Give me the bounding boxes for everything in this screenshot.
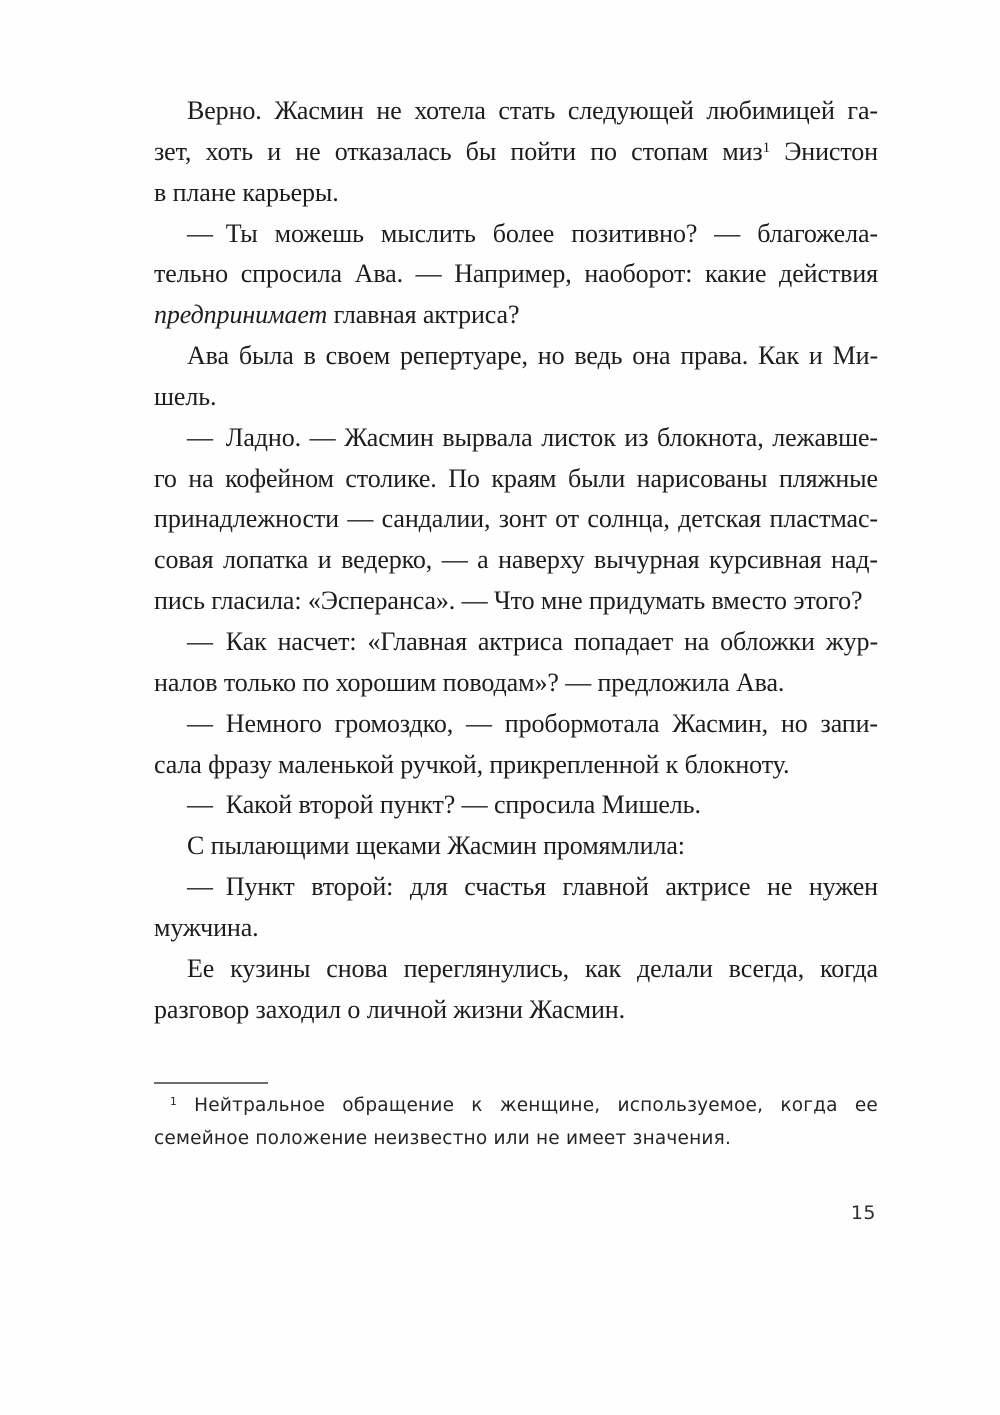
footnote-line xyxy=(154,1090,878,1123)
text-line: — Ты можешь мыслить более позитивно? — благожела- xyxy=(187,218,878,248)
text-line: — Немного громоздко, — пробормотала Жасмин, но запи- xyxy=(187,708,878,738)
footnote-separator xyxy=(154,1082,268,1084)
text-line: Верно. Жасмин не хотела стать следующей любимицей га- xyxy=(187,96,878,125)
text-line: С пылающими щеками Жасмин промямлила: xyxy=(187,831,685,861)
text-line: — Пункт второй: для счастья главной актрисе не нужен xyxy=(187,872,878,902)
text-line: Ава была в своем репертуаре, но ведь она права. Как и Ми- xyxy=(187,341,878,371)
text-line: го на кофейном столике. По краям были нарисованы пляжные xyxy=(154,463,878,493)
text-line: тельно спросила Ава. — Например, наоборот: какие действия xyxy=(154,259,878,289)
italic-text-segment: предпринимает xyxy=(154,300,328,330)
text-segment: Энистон xyxy=(770,136,878,166)
text-line: сала фразу маленькой ручкой, прикрепленной к блокноту. xyxy=(154,749,790,779)
text-line: Ее кузины снова переглянулись, как делали всегда, когда xyxy=(187,953,878,983)
text-line: совая лопатка и ведерко, — а наверху вычурная курсивная над- xyxy=(154,545,878,575)
text-line: — Как насчет: «Главная актриса попадает на обложки жур- xyxy=(187,626,878,656)
body-text xyxy=(154,91,878,1030)
footnote xyxy=(154,1090,878,1155)
text-segment: Нейтральное обращение к женщине, используемое, когда ее xyxy=(177,1095,878,1116)
text-line: мужчина. xyxy=(154,912,259,942)
text-segment: главная актриса? xyxy=(327,300,520,330)
text-line: принадлежности — сандалии, зонт от солнца, детская пластмас- xyxy=(154,504,878,534)
text-line xyxy=(154,295,878,336)
page-number: 15 xyxy=(850,1202,876,1224)
text-line: — Ладно. — Жасмин вырвала листок из блокнота, лежавше- xyxy=(187,422,878,452)
footnote-line: семейное положение неизвестно или не имеет значения. xyxy=(154,1127,732,1149)
text-line: разговор заходил о личной жизни Жасмин. xyxy=(154,994,625,1024)
text-line: налов только по хорошим поводам»? — предложила Ава. xyxy=(154,667,785,697)
text-line xyxy=(154,132,878,173)
text-line: пись гласила: «Эсперанса». — Что мне придумать вместо этого? xyxy=(154,586,863,616)
footnote-reference: 1 xyxy=(762,139,771,156)
text-line: — Какой второй пункт? — спросила Мишель. xyxy=(187,790,701,820)
footnote-marker: 1 xyxy=(170,1095,178,1109)
text-line: в плане карьеры. xyxy=(154,177,339,207)
text-segment: зет, хоть и не отказалась бы пойти по стопам миз xyxy=(154,136,763,166)
text-line: шель. xyxy=(154,381,217,411)
